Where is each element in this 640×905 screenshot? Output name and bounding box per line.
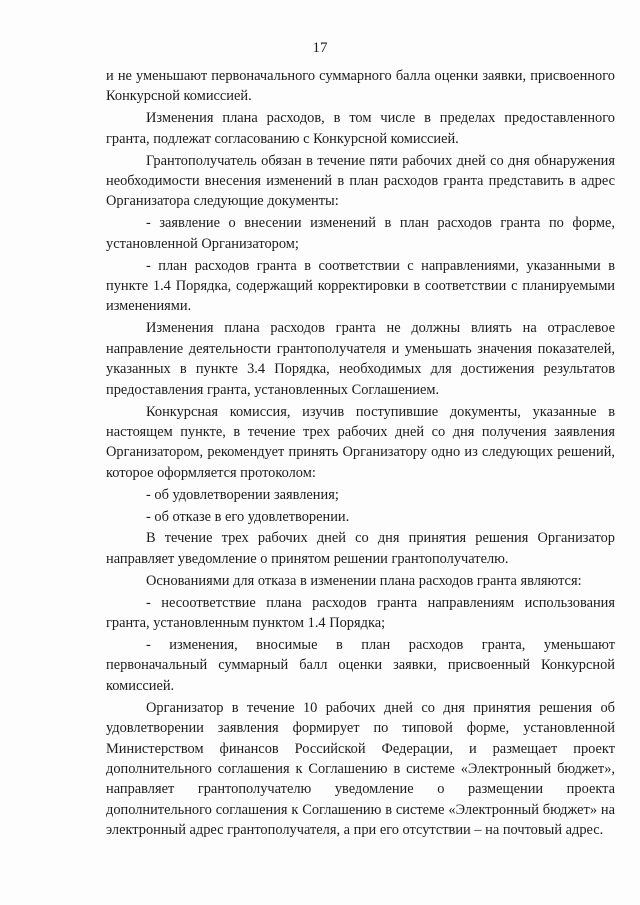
paragraph-changes-restrictions: Изменения плана расходов гранта не должны влиять на отраслевое направление деятельности грантополучателя и уменьшать значения показателей, указанных в пункте 3.4 Порядка, необходимых для достижения результатов предоставления гранта, установленных Соглашением. [106, 320, 615, 398]
paragraph-budget-changes-approval: Изменения плана расходов, в том числе в пределах предоставленного гранта, подлежат согласованию с Конкурсной комиссией. [106, 110, 615, 147]
paragraph-continuation: и не уменьшают первоначального суммарного балла оценки заявки, присвоенного Конкурсной комиссией. [106, 68, 615, 105]
list-item-score-reduction: - изменения, вносимые в план расходов гранта, уменьшают первоначальный суммарный балл оценки заявки, присвоенный Конкурсной комиссией. [106, 636, 615, 694]
list-item-approval: - об удовлетворении заявления; [146, 486, 339, 503]
paragraph-refusal-grounds: Основаниями для отказа в изменении плана расходов гранта являются: [146, 572, 582, 589]
list-item-direction-mismatch: - несоответствие плана расходов гранта направлениям использования гранта, установленным пунктом 1.4 Порядка; [106, 594, 615, 632]
paragraph-additional-agreement: Организатор в течение 10 рабочих дней со дня принятия решения об удовлетворении заявления формирует по типовой форме, установленной Министерством финансов Российской Федерации, и размещает проект дополнительного соглашения к Соглашению в системе «Электронный бюджет», направляет грантополучателю уведомление о размещении проекта дополнительного соглашения к Соглашению в системе «Электронный бюджет» на электронный адрес грантополучателя, а при его отсутствии – на почтовый адрес. [106, 699, 615, 839]
list-item-refusal: - об отказе в его удовлетворении. [146, 508, 350, 525]
list-item-application: - заявление о внесении изменений в план расходов гранта по форме, установленной Организатором; [106, 215, 615, 252]
paragraph-notification: В течение трех рабочих дней со дня принятия решения Организатор направляет уведомление о принятом решении грантополучателю. [106, 530, 615, 567]
page-number: 17 [312, 40, 328, 56]
list-item-expense-plan: - план расходов гранта в соответствии с направлениями, указанными в пункте 1.4 Порядка, содержащий корректировки в соответствии с планируемыми изменениями. [106, 257, 615, 315]
paragraph-commission-review: Конкурсная комиссия, изучив поступившие документы, указанные в настоящем пункте, в течение трех рабочих дней со дня получения заявления Организатором, рекомендует принять Организатору одно из следующих решений, которое оформляется протоколом: [106, 403, 615, 481]
paragraph-recipient-obligation: Грантополучатель обязан в течение пяти рабочих дней со дня обнаружения необходимости внесения изменений в план расходов гранта представить в адрес Организатора следующие документы: [106, 152, 615, 210]
document-body [106, 66, 615, 841]
